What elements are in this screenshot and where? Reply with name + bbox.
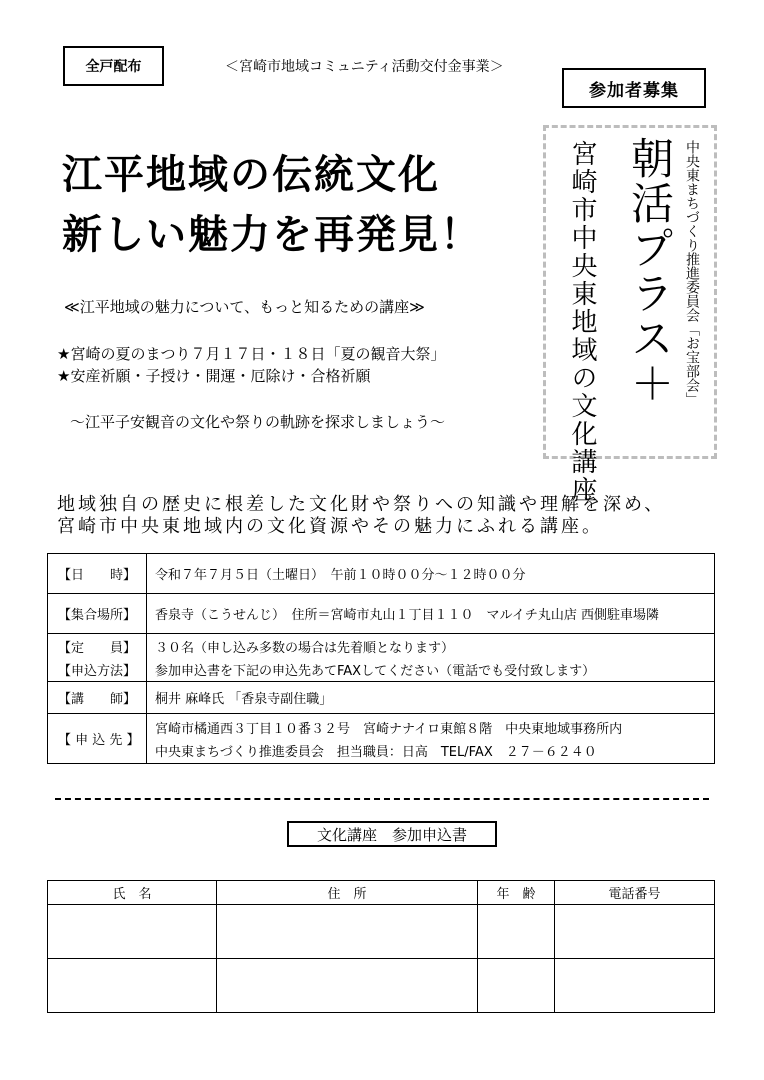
- address-field[interactable]: [217, 905, 478, 959]
- form-entry-row: [48, 959, 715, 1013]
- program-subtitle: ＜宮崎市地域コミュニティ活動交付金事業＞: [225, 59, 504, 75]
- intro-line-1: 地域独自の歴史に根差した文化財や祭りへの知識や理解を深め、: [57, 494, 666, 515]
- form-entry-row: [48, 905, 715, 959]
- venue-label: 【集合場所】: [48, 594, 147, 634]
- name-field[interactable]: [48, 959, 217, 1013]
- application-form-title: 文化講座 参加申込書: [287, 821, 497, 847]
- phone-field[interactable]: [555, 905, 715, 959]
- venue-value: 香泉寺（こうせんじ） 住所＝宮崎市丸山１丁目１１０ マルイチ丸山店 西側駐車場隣: [147, 594, 715, 634]
- column-phone: 電話番号: [555, 881, 715, 905]
- column-address: 住 所: [217, 881, 478, 905]
- headline-line-2: 新しい魅力を再発見！: [62, 212, 482, 258]
- address-field[interactable]: [217, 959, 478, 1013]
- info-row-venue: [48, 594, 715, 634]
- phone-field[interactable]: [555, 959, 715, 1013]
- lecturer-label: 【講 師】: [48, 682, 147, 714]
- tagline-festival: ★宮崎の夏のまつり７月１７日・１８日「夏の観音大祭」: [57, 345, 446, 363]
- contact-address: 宮崎市橘通西３丁目１０番３２号 宮崎ナナイロ東館８階 中央東地域事務所内: [155, 721, 623, 737]
- tagline-blessings: ★安産祈願・子授け・開運・厄除け・合格祈願: [57, 367, 371, 385]
- intro-line-2: 宮崎市中央東地域内の文化資源やその魅力にふれる講座。: [57, 516, 603, 537]
- capacity-method-labels: [48, 634, 147, 682]
- cut-line: [55, 798, 709, 800]
- date-value: 令和７年７月５日（土曜日） 午前１０時００分～１２時００分: [147, 554, 715, 594]
- info-row-date: [48, 554, 715, 594]
- capacity-label: 【定 員】: [58, 640, 137, 656]
- contact-phone: 中央東まちづくり推進委員会 担当職員：日高 TEL/FAX ２７－６２４０: [155, 744, 597, 760]
- column-age: 年 齢: [478, 881, 555, 905]
- organizer-text: 中央東まちづくり推進委員会「お宝部会」: [684, 140, 700, 406]
- capacity-method-values: [147, 634, 715, 682]
- date-label: 【日 時】: [48, 554, 147, 594]
- headline-line-1: 江平地域の伝統文化: [62, 152, 440, 198]
- age-field[interactable]: [478, 959, 555, 1013]
- age-field[interactable]: [478, 905, 555, 959]
- recruit-label: 参加者募集: [562, 68, 706, 108]
- contact-label: 【 申 込 先 】: [48, 714, 147, 764]
- form-header-row: [48, 881, 715, 905]
- method-label: 【申込方法】: [58, 663, 137, 679]
- tagline-explore: ～江平子安観音の文化や祭りの軌跡を探求しましょう～: [70, 413, 446, 431]
- info-row-capacity-method: [48, 634, 715, 682]
- distribution-label: 全戸配布: [63, 46, 164, 86]
- name-field[interactable]: [48, 905, 217, 959]
- info-row-lecturer: [48, 682, 715, 714]
- method-value: 参加申込書を下記の申込先あてFAXしてください（電話でも受付致します）: [155, 663, 596, 679]
- event-info-table: [47, 553, 715, 764]
- lecturer-value: 桐井 麻峰氏 「香泉寺副住職」: [147, 682, 715, 714]
- info-row-contact: [48, 714, 715, 764]
- column-name: 氏 名: [48, 881, 217, 905]
- main-series-title: 朝活プラス＋: [624, 136, 674, 406]
- vertical-title-panel: [543, 125, 717, 504]
- tagline-lead: ≪江平地域の魅力について、もっと知るための講座≫: [64, 298, 425, 316]
- application-form-table: [47, 880, 715, 1013]
- series-subtitle: 宮崎市中央東地域の文化講座: [567, 140, 597, 504]
- capacity-value: ３０名（申し込み多数の場合は先着順となります）: [155, 640, 455, 656]
- contact-values: [147, 714, 715, 764]
